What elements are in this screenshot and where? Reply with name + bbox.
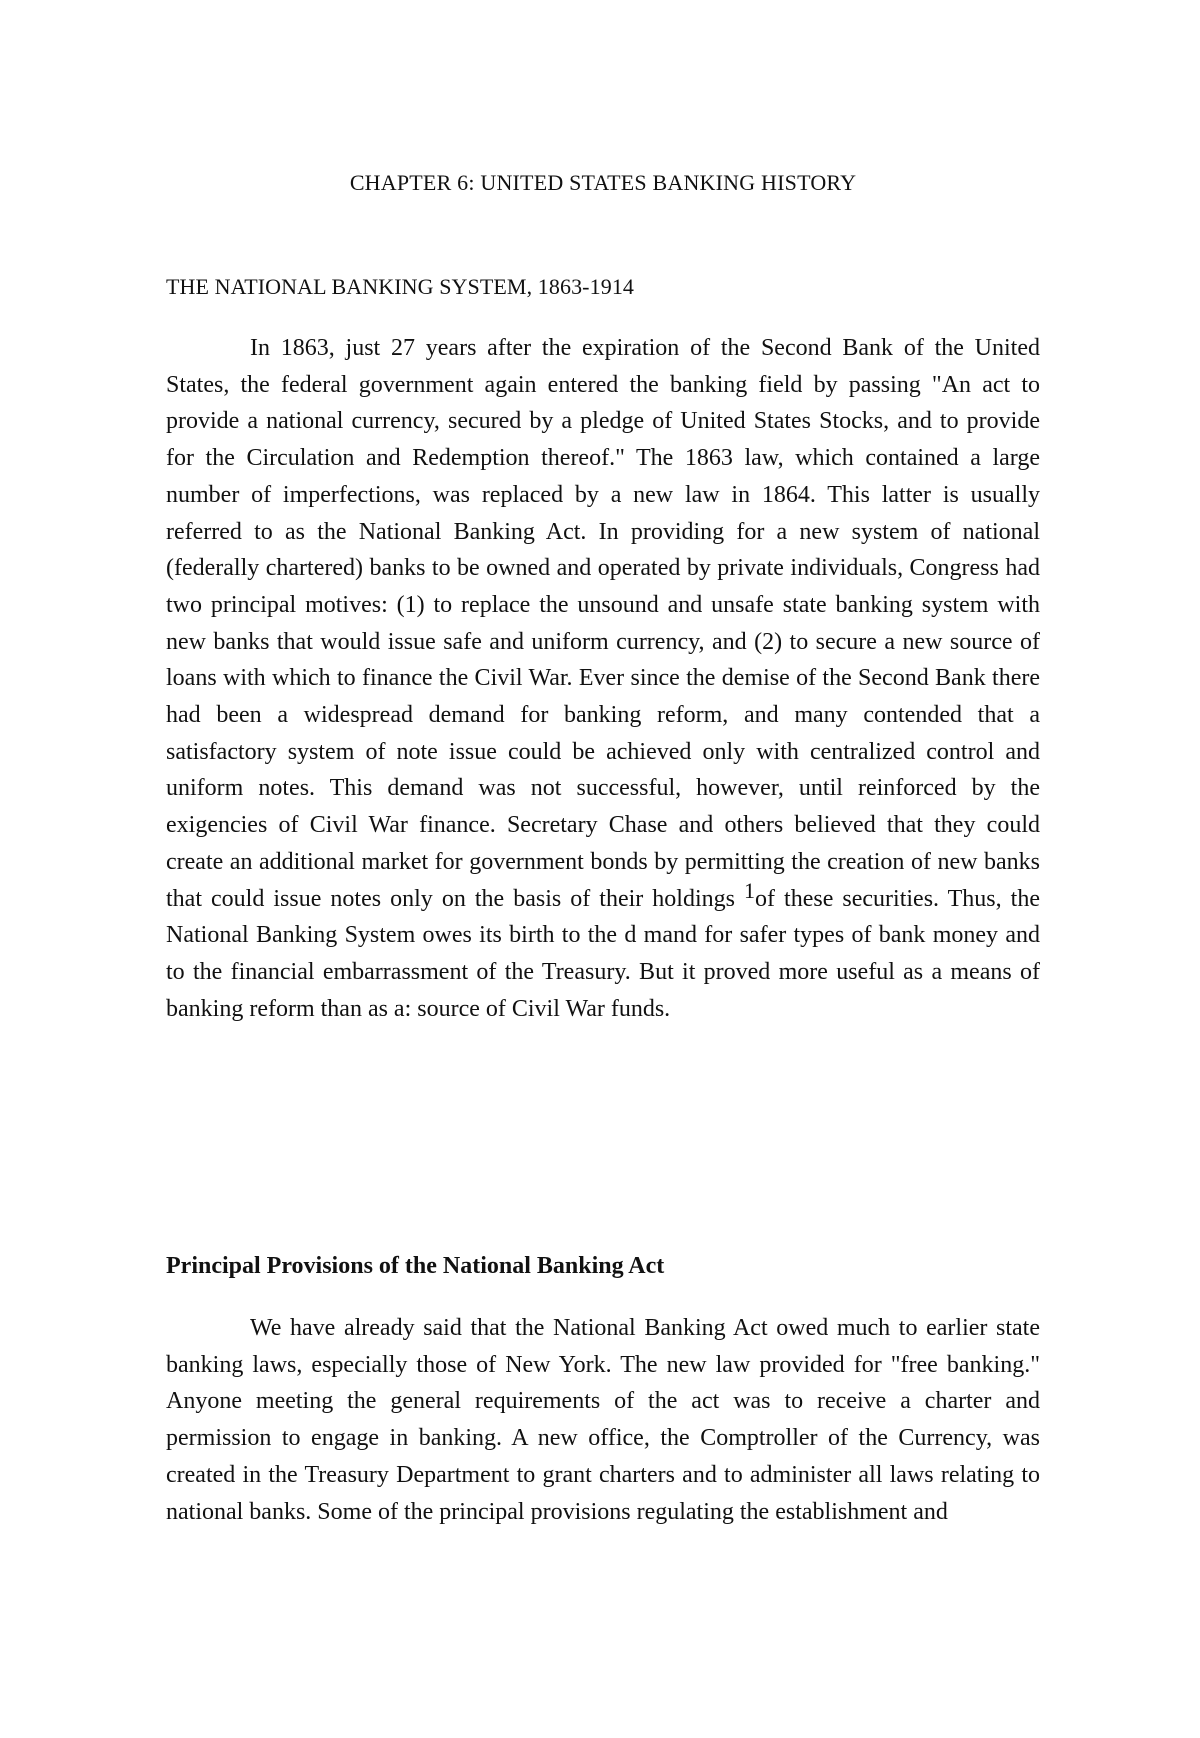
footnote-reference: 1: [744, 877, 756, 903]
chapter-title: CHAPTER 6: UNITED STATES BANKING HISTORY: [349, 170, 857, 195]
body-paragraph-1: [166, 330, 1040, 1027]
paragraph-1-text-a: In 1863, just 27 years after the expiration of the Second Bank of the United States, the federal government again entered the banking field by passing "An act to provide a national currency, secured by a pledge of United States Stocks, and to provide for the Circulation and Redemption thereof." The 1863 law, which contained a large number of imperfections, was replaced by a new law in 1864. This latter is usually referred to as the National Banking Act. In providing for a new system of national (federally chartered) banks to be owned and operated by private individuals, Congress had two principal motives: (1) to replace the unsound and unsafe state banking system with new banks that would issue safe and uniform currency, and (2) to secure a new source of loans with which to finance the Civil War. Ever since the demise of the Second Bank there had been a widespread demand for banking reform, and many contended that a satisfactory system of note issue could be achieved only with centralized control and uniform notes. This demand was not successful, however, until reinforced by the exigencies of Civil War finance. Secretary Chase and others believed that they could create an additional market for government bonds by permitting the creation of new banks that could issue notes only on the basis of their holdings: [166, 335, 1040, 912]
subsection-title: Principal Provisions of the National Banking Act: [166, 1253, 665, 1279]
section-title: THE NATIONAL BANKING SYSTEM, 1863-1914: [166, 274, 635, 299]
body-paragraph-2: We have already said that the National Banking Act owed much to earlier state banking laws, especially those of New York. The new law provided for "free banking." Anyone meeting the general requirements of the act was to receive a charter and permission to engage in banking. A new office, the Comptroller of the Currency, was created in the Treasury Department to grant charters and to administer all laws relating to national banks. Some of the principal provisions regulating the establishment and: [166, 1315, 1040, 1525]
paragraph-1-text-b: of these securities. Thus, the National Banking System owes its birth to the d mand for safer types of bank money and to the financial embarrassment of the Treasury. But it proved more useful as a means of banking reform than as a: source of Civil War funds.: [166, 885, 1041, 1022]
